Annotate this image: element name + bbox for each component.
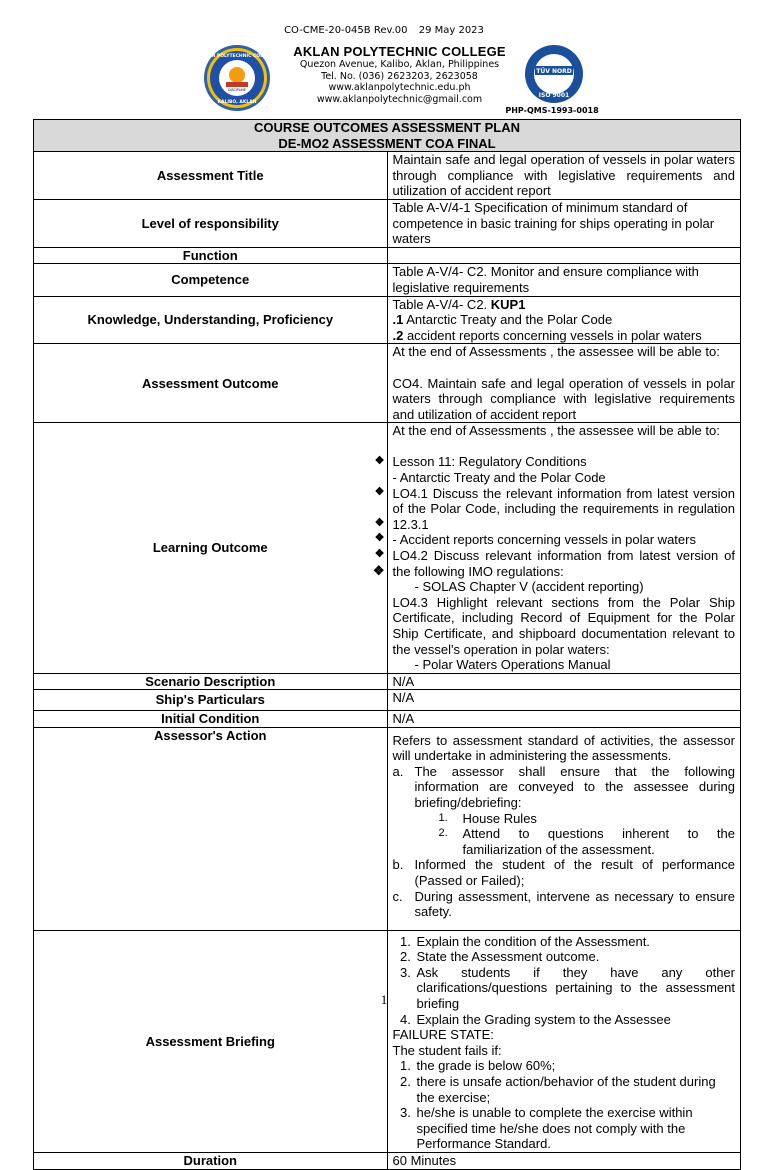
- seal-ring-text: AKLAN POLYTECHNIC COLLEGE: [198, 54, 276, 59]
- assessment-outcome-value: [387, 344, 741, 423]
- briefing-steps: [393, 934, 736, 1028]
- list-item: 3. he/she is unable to complete the exercise within specified time he/she does not comply with the Performance Standard.: [415, 1105, 736, 1152]
- list-item: 1. Explain the condition of the Assessment.: [415, 934, 736, 950]
- function-value: [387, 247, 741, 264]
- assessor-item-a: The assessor shall ensure that the following information are conveyed to the assessee during briefing/debriefing:: [414, 763, 735, 810]
- lesson-title: Lesson 11: Regulatory Conditions: [392, 454, 587, 470]
- assessment-title-value: Maintain safe and legal operation of vessels in polar waters through compliance with legislative requirements and utilization of accident report: [387, 152, 741, 200]
- list-item: 2. State the Assessment outcome.: [415, 949, 736, 965]
- kup-row: [34, 296, 741, 344]
- college-info: [292, 44, 507, 105]
- document-date: 29 May 2023: [418, 25, 484, 36]
- assessment-outcome-label: Assessment Outcome: [34, 344, 388, 423]
- failure-conditions: [393, 1058, 736, 1152]
- bullet-icon: ❖: [374, 532, 385, 545]
- learning-outcome-value: [387, 423, 741, 674]
- kup-item-2: accident reports concerning vessels in polar waters: [403, 327, 702, 343]
- level-label: Level of responsibility: [34, 199, 388, 247]
- competence-label: Competence: [34, 264, 388, 296]
- assessor-action-label: Assessor's Action: [34, 727, 388, 930]
- assessor-intro: Refers to assessment standard of activities, the assessor will undertake in administering the assessments.: [392, 732, 735, 764]
- list-item: 2. there is unsafe action/behavior of the student during the exercise;: [415, 1074, 736, 1105]
- scenario-label: Scenario Description: [34, 673, 388, 690]
- letterhead: [192, 42, 612, 114]
- assessment-title-label: Assessment Title: [34, 152, 388, 200]
- assessment-briefing-label: Assessment Briefing: [34, 930, 388, 1152]
- certification-number: PHP-QMS-1993-0018: [505, 106, 599, 115]
- assessment-title-row: [34, 152, 741, 200]
- title-line-2: DE-MO2 ASSESSMENT COA FINAL: [278, 135, 496, 151]
- duration-row: [34, 1153, 741, 1170]
- lo-4-2-sub: - SOLAS Chapter V (accident reporting): [414, 579, 644, 595]
- assessor-item-c: During assessment, intervene as necessary to ensure safety.: [414, 888, 735, 920]
- lo-4-3: LO4.3 Highlight relevant sections from the Polar Ship Certificate, including Record of Equipment for the Polar Ship Certificate, and shipboard documentation relevant to the vessel's operation in polar waters:: [392, 594, 735, 657]
- kup-item-1: Antarctic Treaty and the Polar Code: [403, 312, 613, 328]
- item-a1-marker: 1.: [438, 811, 448, 824]
- assessor-item-b: Informed the student of the result of performance (Passed or Failed);: [414, 857, 735, 888]
- document-code: CO-CME-20-045B Rev.00: [284, 25, 408, 36]
- lo-4-2: LO4.2 Discuss relevant information from latest version of the following IMO regulations:: [392, 548, 735, 579]
- competence-row: [34, 264, 741, 296]
- kup-value: [387, 296, 741, 344]
- lesson-topic: - Antarctic Treaty and the Polar Code: [392, 470, 606, 486]
- college-website: www.aklanpolytechnic.edu.ph: [328, 82, 471, 93]
- function-row: [34, 247, 741, 264]
- assessment-briefing-value: [387, 930, 741, 1152]
- lo-4-3-sub: - Polar Waters Operations Manual: [414, 657, 611, 673]
- fails-intro: The student fails if:: [392, 1042, 502, 1058]
- ship-particulars-row: [34, 690, 741, 711]
- initial-condition-label: Initial Condition: [34, 710, 388, 727]
- lo-4-1-sub: - Accident reports concerning vessels in polar waters: [392, 532, 696, 548]
- duration-value: 60 Minutes: [387, 1153, 741, 1170]
- function-label: Function: [34, 247, 388, 264]
- assessment-briefing-row: [34, 930, 741, 1152]
- item-a-marker: a.: [392, 763, 404, 779]
- college-email: www.aklanpolytechnic@gmail.com: [316, 93, 483, 105]
- duration-label: Duration: [34, 1153, 388, 1170]
- college-telephone: Tel. No. (036) 2623203, 2623058: [321, 70, 478, 82]
- assessment-plan-table: [33, 119, 741, 1170]
- assessor-action-row: [34, 727, 741, 930]
- assessor-item-a1: House Rules: [462, 810, 537, 826]
- scenario-value: N/A: [387, 673, 741, 690]
- item-c-marker: c.: [392, 888, 403, 904]
- page-number: 1: [380, 992, 388, 1007]
- title-line-1: COURSE OUTCOMES ASSESSMENT PLAN: [253, 120, 521, 135]
- table-title-row: [34, 120, 741, 152]
- assessor-action-value: [387, 727, 741, 930]
- initial-condition-value: N/A: [387, 710, 741, 727]
- iso-certification-logo: [507, 42, 601, 114]
- table-title: [34, 120, 741, 152]
- college-seal-logo: [192, 42, 282, 114]
- college-address: Quezon Avenue, Kalibo, Aklan, Philippines: [299, 59, 500, 70]
- kup-label: Knowledge, Understanding, Proficiency: [34, 296, 388, 344]
- kup-table-ref: Table A-V/4- C2.: [392, 296, 491, 312]
- college-name: AKLAN POLYTECHNIC COLLEGE: [293, 44, 506, 59]
- learning-outcome-label: [34, 423, 388, 674]
- list-item: 1. the grade is below 60%;: [415, 1058, 736, 1074]
- level-row: [34, 199, 741, 247]
- cert-brand-text: TÜV NORD: [536, 68, 572, 75]
- competence-value: Table A-V/4- C2. Monitor and ensure compliance with legislative requirements: [387, 264, 741, 296]
- learning-intro: At the end of Assessments , the assessee will be able to:: [392, 423, 720, 439]
- item-a2-marker: 2.: [438, 827, 448, 840]
- seal-place-text: KALIBO, AKLAN: [217, 100, 257, 105]
- ship-particulars-label: Ship's Particulars: [34, 690, 388, 711]
- kup-item-2-number: .2: [392, 327, 404, 343]
- bullet-icon: ❖: [374, 517, 385, 530]
- learning-outcome-label-text: Learning Outcome: [152, 540, 268, 556]
- outcome-text: CO4. Maintain safe and legal operation of vessels in polar waters through compliance with legislative requirements and utilization of accident report: [392, 375, 735, 422]
- seal-motto: DISCIPLINE: [228, 88, 246, 92]
- outcome-intro: At the end of Assessments , the assessee will be able to:: [392, 344, 720, 360]
- document-reference: [0, 25, 768, 36]
- assessor-item-a2: Attend to questions inherent to the familiarization of the assessment.: [462, 826, 735, 857]
- bullet-icon: ❖: [374, 455, 385, 468]
- cert-iso-text: ISO 9001: [538, 92, 570, 99]
- bullet-icon: ❖: [372, 563, 385, 579]
- item-b-marker: b.: [392, 857, 404, 873]
- level-value: Table A-V/4-1 Specification of minimum standard of competence in basic training for ships operating in polar waters: [387, 199, 741, 247]
- assessment-outcome-row: [34, 344, 741, 423]
- scenario-row: [34, 673, 741, 690]
- bullet-icon: ❖: [374, 548, 385, 561]
- failure-state-title: FAILURE STATE:: [392, 1027, 494, 1043]
- initial-condition-row: [34, 710, 741, 727]
- kup-item-1-number: .1: [392, 312, 404, 328]
- lo-4-1: LO4.1 Discuss the relevant information from latest version of the Polar Code, including the requirements in regulation 12.3.1: [392, 485, 735, 532]
- list-item: 4. Explain the Grading system to the Assessee: [415, 1012, 736, 1028]
- kup-code: KUP1: [490, 296, 526, 312]
- ship-particulars-value: N/A: [387, 690, 741, 711]
- bullet-icon: ❖: [374, 486, 385, 499]
- list-item: 3. Ask students if they have any other clarifications/questions pertaining to the assessment briefing: [415, 965, 736, 1012]
- learning-outcome-row: [34, 423, 741, 674]
